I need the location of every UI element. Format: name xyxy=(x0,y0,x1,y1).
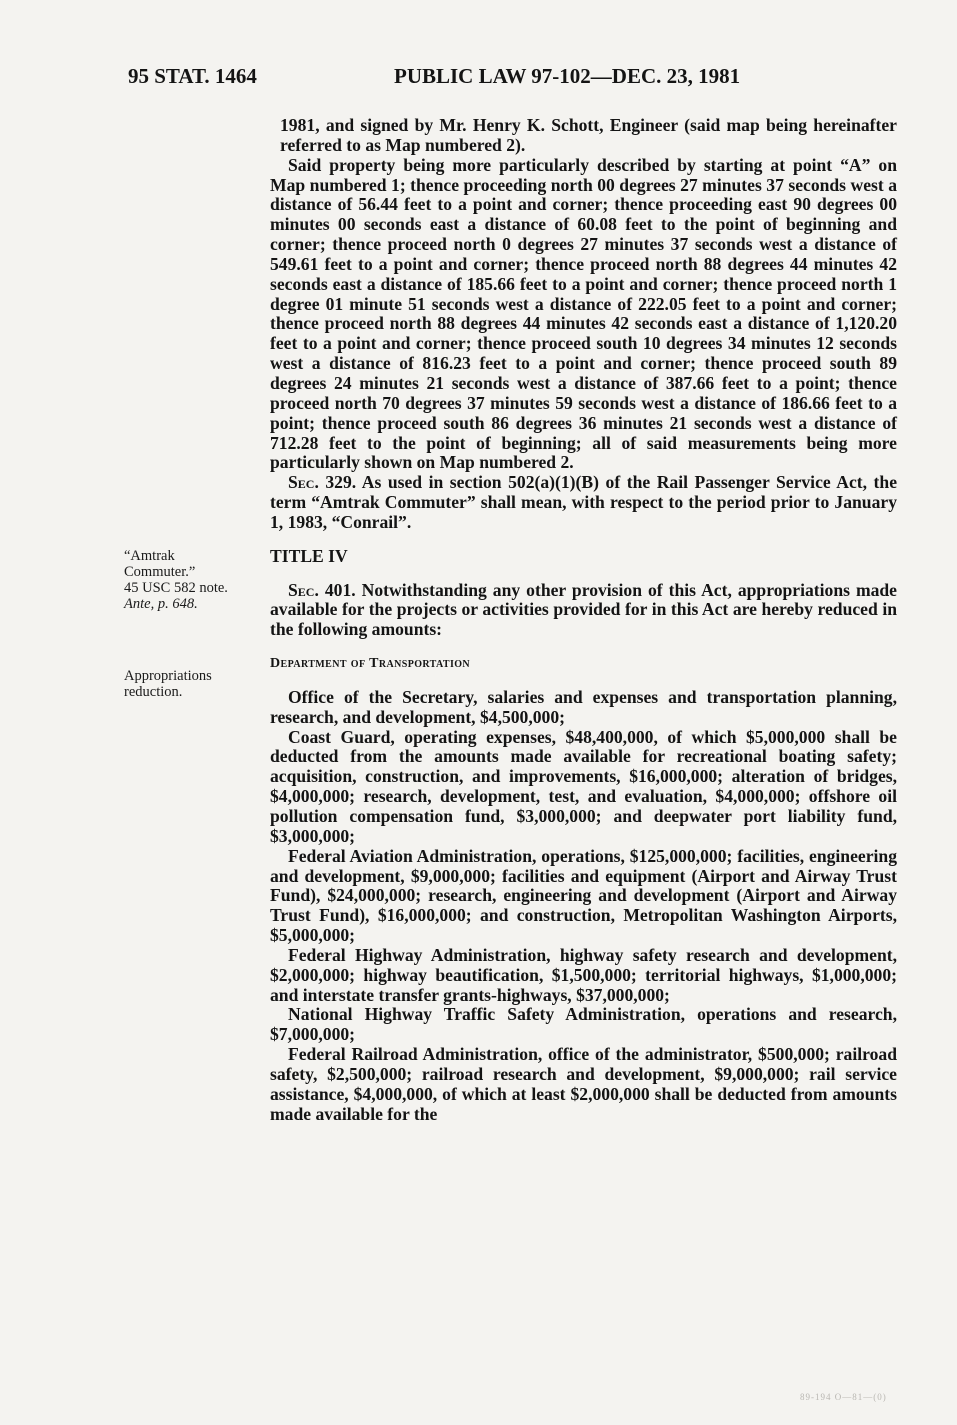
department-heading: Department of Transportation xyxy=(270,656,471,672)
section-text: Notwithstanding any other provision of this Act, appropriations made available for the projects or activities provided for in this Act are hereby reduced in the following amounts: xyxy=(270,579,897,640)
section-label: Sec. 401. xyxy=(288,579,356,600)
main-text-column xyxy=(270,116,897,1125)
public-law-title: PUBLIC LAW 97-102—DEC. 23, 1981 xyxy=(394,64,741,88)
margin-note-citation: Ante, p. 648. xyxy=(124,596,198,612)
paragraph-map-reference: 1981, and signed by Mr. Henry K. Schott, Engineer (said map being hereinafter referred to as Map numbered 2). xyxy=(280,115,897,155)
margin-note-line: “Amtrak xyxy=(124,548,175,564)
paragraph-nhtsa: National Highway Traffic Safety Administration, operations and research, $7,000,000; xyxy=(270,1004,897,1045)
margin-note-line: Commuter.” xyxy=(124,564,196,580)
paragraph-coast-guard: Coast Guard, operating expenses, $48,400,000, of which $5,000,000 shall be deducted from the amounts made available for recreational boating safety; acquisition, construction, and improvements, $16,000,000; alteration of bridges, $4,000,000; research, development, test, and evaluation, $4,000,000; offshore oil pollution compensation fund, $3,000,000; and deepwater port liability fund, $3,000,000; xyxy=(270,726,897,846)
margin-note-amtrak xyxy=(124,548,264,612)
statute-page-number: 95 STAT. 1464 xyxy=(128,64,257,88)
page-header xyxy=(128,64,898,94)
section-329 xyxy=(270,473,897,533)
paragraph-faa: Federal Aviation Administration, operations, $125,000,000; facilities, engineering and development, $9,000,000; facilities and equipment (Airport and Airway Trust Fund), $24,000,000; research, engineering and development (Airport and Airway Trust Fund), $16,000,000; and construction, Metropolitan Washington Airports, $5,000,000; xyxy=(270,845,897,946)
margin-note-line: reduction. xyxy=(124,684,183,700)
section-401 xyxy=(270,581,897,641)
print-code: 89-194 O—81—(0) xyxy=(800,1392,887,1402)
paragraph-property-description: Said property being more particularly described by starting at point “A” on Map numbered 1; thence proceeding north 00 degrees 27 minutes 37 seconds west a distance of 56.44 feet to a point and corner; thence proceeding east 90 degrees 00 minutes 00 seconds east a distance of 60.08 feet to the point of beginning and corner; thence proceed north 0 degrees 27 minutes 37 seconds west a distance of 549.61 feet to a point and corner; thence proceed north 88 degrees 44 minutes 42 seconds east a distance of 185.66 feet to a point and corner; thence proceed north 1 degree 01 minute 51 seconds west a distance of 222.05 feet to a point and corner; thence proceed north 88 degrees 44 minutes 42 seconds east a distance of 1,120.20 feet to a point and corner; thence proceed south 10 degrees 34 minutes 12 seconds west a distance of 816.23 feet to a point and corner; thence proceed south 89 degrees 24 minutes 21 seconds west a distance of 387.66 feet to a point; thence proceed north 70 degrees 37 minutes 59 seconds west a distance of 186.66 feet to a point; thence proceed south 86 degrees 36 minutes 21 seconds west a distance of 712.28 feet to the point of beginning; all of said measurements being more particularly shown on Map numbered 2. xyxy=(270,154,897,473)
paragraph-office-secretary: Office of the Secretary, salaries and expenses and transportation planning, research, and development, $4,500,000; xyxy=(270,686,897,727)
title-heading: TITLE IV xyxy=(270,545,348,566)
margin-note-citation: 45 USC 582 note. xyxy=(124,580,228,596)
margin-note-line: Appropriations xyxy=(124,668,212,684)
paragraph-fhwa: Federal Highway Administration, highway safety research and development, $2,000,000; highway beautification, $1,500,000; territorial highways, $1,000,000; and interstate transfer grants-highways, $37,000,000; xyxy=(270,944,897,1005)
margin-note-appropriations xyxy=(124,668,264,700)
paragraph-fra: Federal Railroad Administration, office of the administrator, $500,000; railroad safety, $2,500,000; railroad research and development, $9,000,000; rail service assistance, $4,000,000, of which at least $2,000,000 shall be deducted from amounts made available for the xyxy=(270,1044,897,1124)
section-label: Sec. 329. xyxy=(288,472,357,493)
section-text: As used in section 502(a)(1)(B) of the Rail Passenger Service Act, the term “Amtrak Commuter” shall mean, with respect to the period prior to January 1, 1983, “Conrail”. xyxy=(270,472,898,532)
